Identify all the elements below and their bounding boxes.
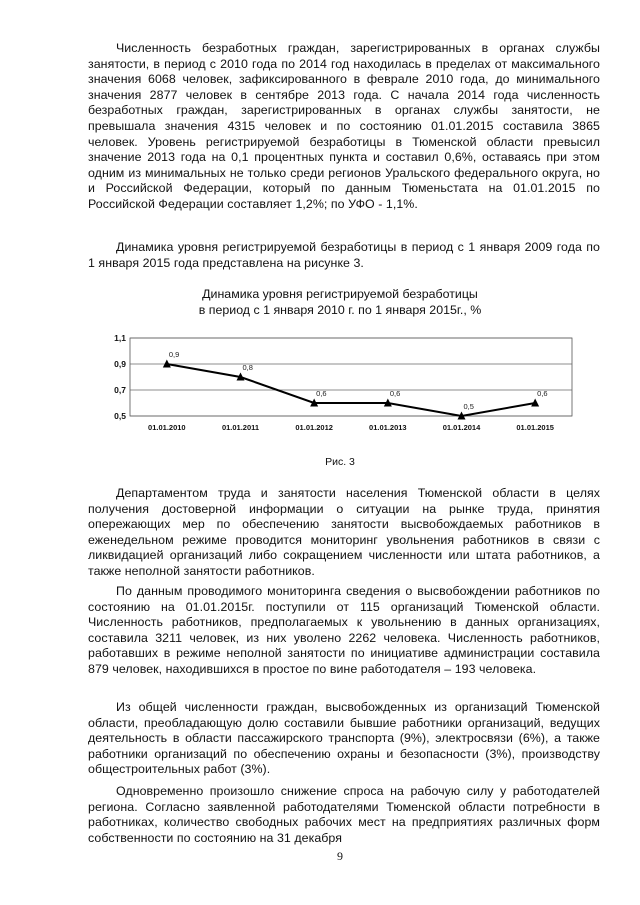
x-tick-label: 01.01.2012 — [295, 423, 333, 432]
paragraph-released-share: Из общей численности граждан, высвобожденных из организаций Тюменской области, преобладающую долю составили бывшие работники организаций, ведущих деятельность в области пассажирского транспорта (9%), электросвязи (6%), а также работники организаций по обеспечению охраны и безопасности (3%), производству общестроительных работ (3%). — [88, 700, 600, 777]
x-tick-label: 01.01.2014 — [442, 423, 481, 432]
chart-subtitle-line: в период с 1 января 2010 г. по 1 января 2015г., % — [198, 302, 482, 317]
x-tick-label: 01.01.2013 — [369, 423, 407, 432]
unemployment-line-chart — [100, 330, 580, 440]
x-tick-label: 01.01.2010 — [148, 423, 186, 432]
data-label: 0,8 — [242, 363, 253, 372]
paragraph-monitoring: Департаментом труда и занятости населения Тюменской области в целях получения достоверной информации о ситуации на рынке труда, принятия опережающих мер по обеспечению занятости высвобождаемых работников в еженедельном режиме проводится мониторинг увольнения работников в связи с ликвидацией организаций либо сокращением численности или штата работников, а также неполной занятости работников. — [88, 486, 600, 578]
y-tick-label: 0,9 — [114, 359, 126, 369]
x-tick-label: 01.01.2011 — [221, 423, 260, 432]
paragraph-dynamics-intro: Динамика уровня регистрируемой безработицы в период с 1 января 2009 года по 1 января 2015 года представлена на рисунке 3. — [88, 240, 600, 270]
paragraph-demand-decrease: Одновременно произошло снижение спроса на рабочую силу у работодателей региона. Согласно заявленной работодателями Тюменской области потребности в работниках, количество свободных рабочих мест на предприятиях различных форм собственности по состоянию на 31 декабря — [88, 784, 600, 845]
data-label: 0,6 — [537, 389, 548, 398]
y-tick-label: 1,1 — [114, 333, 126, 343]
paragraph-monitoring-data: По данным проводимого мониторинга сведения о высвобождении работников по состоянию на 01.01.2015г. поступили от 115 организаций Тюменской области. Численность работников, предполагаемых к увольнению в данных организациях, составила 3211 человек, из них уволено 2262 человека. Численность работников, работавших в режиме неполной занятости по инициативе администрации составила 879 человек, находившихся в простое по вине работодателя – 193 человека. — [88, 584, 600, 676]
data-label: 0,9 — [168, 350, 180, 359]
y-tick-label: 0,7 — [114, 385, 126, 395]
paragraph-unemployment-count: Численность безработных граждан, зарегистрированных в органах службы занятости, в период с 2010 года по 2014 год находилась в пределах от максимального значения 6068 человек, зафиксированного в феврале 2010 года, до минимального значения 2877 человек в сентябре 2013 года. С начала 2014 года численность безработных граждан, зарегистрированных в органах службы занятости, не превышала значения 4315 человек и по состоянию 01.01.2015 составила 3865 человек. Уровень регистрируемой безработицы в Тюменской области превысил значение 2013 года на 0,1 процентных пункта и составил 0,6%, оставаясь при этом одним из минимальных не только среди регионов Уральского федерального округа, но и Российской Федерации, который по данным Тюменьстата на 01.01.2015 по Российской Федерации составляет 1,2%; по УФО - 1,1%. — [88, 41, 600, 211]
page-number: 9 — [337, 849, 343, 863]
plot-area — [130, 338, 572, 416]
figure-caption: Рис. 3 — [325, 456, 355, 468]
x-tick-label: 01.01.2015 — [516, 423, 554, 432]
data-label: 0,5 — [463, 402, 474, 411]
chart-title-line: Динамика уровня регистрируемой безработицы — [202, 287, 478, 301]
chart-title — [140, 287, 540, 318]
data-label: 0,6 — [316, 389, 327, 398]
y-tick-label: 0,5 — [114, 411, 126, 421]
data-label: 0,6 — [389, 389, 401, 398]
